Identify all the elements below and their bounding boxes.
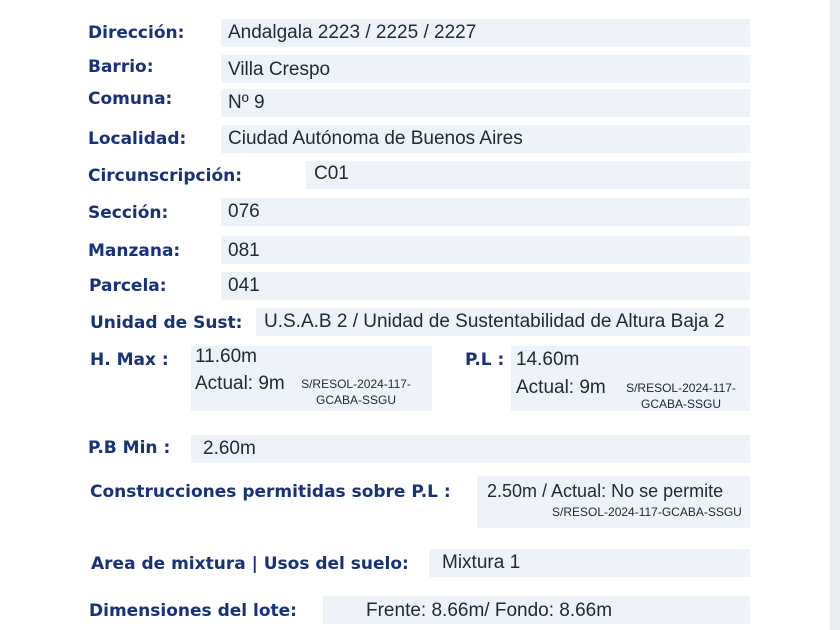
circunscripcion-label: Circunscripción: xyxy=(88,166,243,186)
dimensiones-value: Frente: 8.66m/ Fondo: 8.66m xyxy=(366,600,613,621)
direccion-label: Dirección: xyxy=(88,23,185,43)
seccion-box xyxy=(221,198,750,226)
manzana-value: 081 xyxy=(228,240,260,261)
pl-ref-line1: S/RESOL-2024-117- xyxy=(626,381,736,395)
pl-ref-line2: GCABA-SSGU xyxy=(640,397,721,411)
unidad-sust-label: Unidad de Sust: xyxy=(90,313,243,333)
mixtura-value: Mixtura 1 xyxy=(442,552,521,573)
h-max-ref-line1: S/RESOL-2024-117- xyxy=(301,377,411,391)
construcciones-ref: S/RESOL-2024-117-GCABA-SSGU xyxy=(552,505,742,519)
manzana-label: Manzana: xyxy=(88,241,181,261)
pl-value: 14.60m xyxy=(516,349,580,370)
construcciones-value: 2.50m / Actual: No se permite xyxy=(487,481,724,501)
parcela-value: 041 xyxy=(228,275,260,296)
mixtura-label: Area de mixtura | Usos del suelo: xyxy=(91,554,409,574)
h-max-value: 11.60m xyxy=(195,346,257,367)
direccion-value: Andalgala 2223 / 2225 / 2227 xyxy=(228,22,477,43)
parcela-box xyxy=(221,272,750,300)
localidad-label: Localidad: xyxy=(88,129,187,149)
dimensiones-label: Dimensiones del lote: xyxy=(89,601,297,621)
barrio-label: Barrio: xyxy=(88,57,154,77)
comuna-label: Comuna: xyxy=(88,89,173,109)
manzana-box xyxy=(221,236,750,264)
barrio-value: Villa Crespo xyxy=(228,59,331,80)
circunscripcion-box xyxy=(306,161,750,189)
pb-min-label: P.B Min : xyxy=(88,438,171,458)
seccion-label: Sección: xyxy=(88,203,169,223)
h-max-actual: Actual: 9m xyxy=(195,373,285,394)
unidad-sust-value: U.S.A.B 2 / Unidad de Sustentabilidad de Altura Baja 2 xyxy=(264,311,725,332)
pb-min-box xyxy=(191,435,750,463)
seccion-value: 076 xyxy=(228,201,260,222)
comuna-value: Nº 9 xyxy=(228,92,265,113)
h-max-ref-line2: GCABA-SSGU xyxy=(315,393,396,407)
localidad-value: Ciudad Autónoma de Buenos Aires xyxy=(228,128,523,149)
pl-actual: Actual: 9m xyxy=(516,377,606,398)
pb-min-value: 2.60m xyxy=(203,438,256,459)
pl-label: P.L : xyxy=(465,350,505,370)
comuna-box xyxy=(221,89,750,117)
circunscripcion-value: C01 xyxy=(314,163,349,184)
parcela-label: Parcela: xyxy=(89,276,167,296)
right-edge xyxy=(830,0,840,630)
construcciones-label: Construcciones permitidas sobre P.L : xyxy=(90,482,451,502)
h-max-label: H. Max : xyxy=(90,350,169,370)
